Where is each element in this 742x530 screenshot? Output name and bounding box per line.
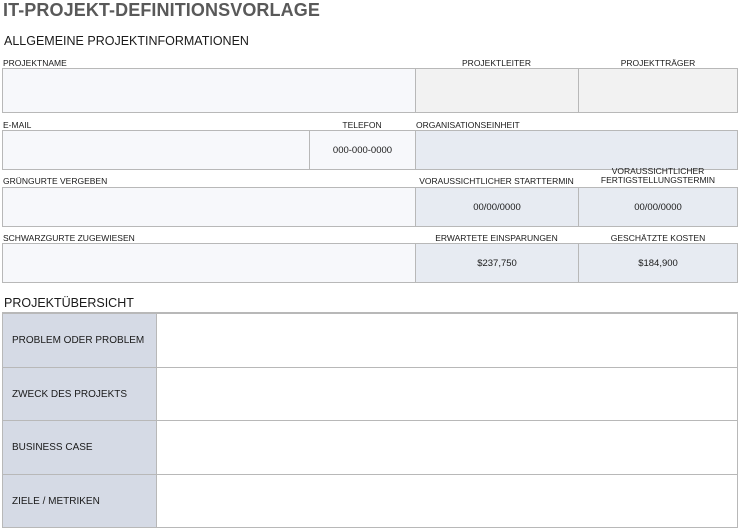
green-belts-field[interactable] — [2, 187, 416, 227]
overview-row-cell[interactable] — [157, 368, 737, 421]
overview-table — [2, 312, 738, 528]
start-date-label: VORAUSSICHTLICHER STARTTERMIN — [419, 176, 574, 186]
overview-row-cell[interactable] — [157, 314, 737, 368]
costs-label: GESCHÄTZTE KOSTEN — [610, 233, 706, 243]
email-label: E-MAIL — [3, 120, 32, 130]
project-lead-field[interactable] — [415, 68, 579, 113]
section-heading-general: ALLGEMEINE PROJEKTINFORMATIONEN — [4, 34, 249, 48]
savings-label: ERWARTETE EINSPARUNGEN — [435, 233, 558, 243]
org-unit-field[interactable] — [415, 130, 738, 170]
page-title: IT-PROJEKT-DEFINITIONSVORLAGE — [3, 0, 320, 20]
email-field[interactable] — [2, 130, 310, 170]
phone-label: TELEFON — [342, 120, 382, 130]
finish-date-field[interactable]: 00/00/0000 — [578, 187, 738, 227]
finish-date-label — [578, 167, 738, 185]
savings-field[interactable]: $237,750 — [415, 243, 579, 283]
section-heading-overview: PROJEKTÜBERSICHT — [4, 296, 134, 310]
phone-field[interactable]: 000-000-0000 — [309, 130, 416, 170]
start-date-field[interactable]: 00/00/0000 — [415, 187, 579, 227]
project-name-field[interactable] — [2, 68, 416, 113]
black-belts-label: SCHWARZGURTE ZUGEWIESEN — [3, 233, 135, 243]
project-lead-label: PROJEKTLEITER — [462, 58, 531, 68]
org-unit-label: ORGANISATIONSEINHEIT — [416, 120, 520, 130]
finish-date-label-line1: VORAUSSICHTLICHER — [611, 166, 705, 176]
overview-row-label: PROBLEM ODER PROBLEM — [3, 314, 157, 368]
overview-row-cell[interactable] — [157, 421, 737, 475]
finish-date-label-line2: FERTIGSTELLUNGSTERMIN — [600, 175, 716, 185]
costs-field[interactable]: $184,900 — [578, 243, 738, 283]
project-sponsor-field[interactable] — [578, 68, 738, 113]
black-belts-field[interactable] — [2, 243, 416, 283]
project-name-label: PROJEKTNAME — [3, 58, 67, 68]
overview-row-cell[interactable] — [157, 475, 737, 528]
overview-row-label: BUSINESS CASE — [3, 421, 157, 475]
overview-row-label: ZIELE / METRIKEN — [3, 475, 157, 528]
green-belts-label: GRÜNGURTE VERGEBEN — [3, 176, 108, 186]
project-sponsor-label: PROJEKTTRÄGER — [620, 58, 696, 68]
overview-row-label: ZWECK DES PROJEKTS — [3, 368, 157, 421]
